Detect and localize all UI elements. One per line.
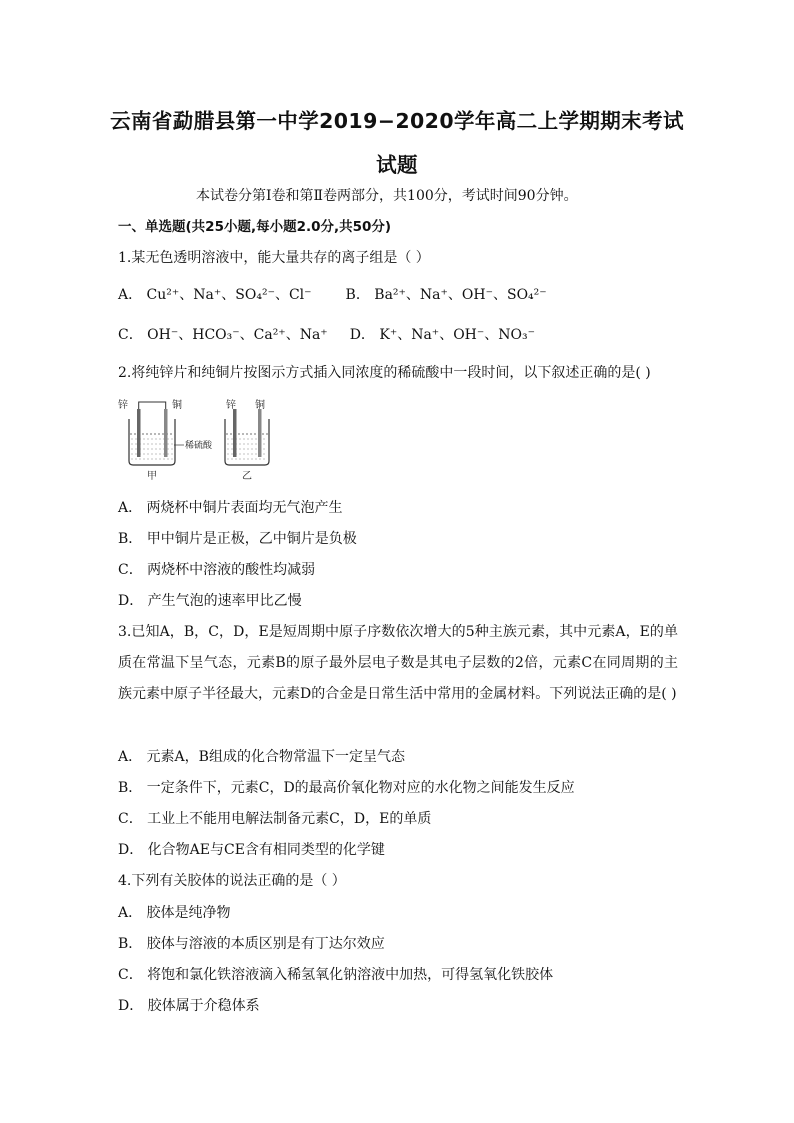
q4-option-c: C． 将饱和氯化铁溶液滴入稀氢氧化钠溶液中加热，可得氢氧化铁胶体 <box>118 967 554 983</box>
q2-option-b: B． 甲中铜片是正极，乙中铜片是负极 <box>118 531 357 547</box>
q1-option-d: D． K⁺、Na⁺、OH⁻、NO₃⁻ <box>349 327 536 343</box>
q4-option-b: B． 胶体与溶液的本质区别是有丁达尔效应 <box>118 936 385 952</box>
section-heading: 一、单选题(共25小题,每小题2.0分,共50分) <box>118 219 392 235</box>
acid-label: 稀硫酸 <box>185 441 213 451</box>
beaker-yi-label: 乙 <box>242 471 252 482</box>
copper-label-yi: 铜 <box>255 400 265 411</box>
q1-options-row1 <box>118 285 547 305</box>
q1-options-row2 <box>118 325 535 345</box>
connecting-wire <box>139 402 166 409</box>
beaker-jia <box>118 398 182 482</box>
beaker-jia-label: 甲 <box>147 471 157 482</box>
q1-option-b: B． Ba²⁺、Na⁺、OH⁻、SO₄²⁻ <box>345 287 547 303</box>
exam-title-continued: 试题 <box>376 153 418 177</box>
q3-option-c: C． 工业上不能用电解法制备元素C，D，E的单质 <box>118 811 432 827</box>
q3-option-b: B． 一定条件下，元素C，D的最高价氧化物对应的水化物之间能发生反应 <box>118 780 575 796</box>
q4-option-a: A． 胶体是纯净物 <box>118 905 231 921</box>
copper-electrode-yi <box>258 409 262 457</box>
q4-option-d: D． 胶体属于介稳体系 <box>118 998 260 1014</box>
copper-label-jia: 铜 <box>172 400 182 411</box>
q1-stem: 1.某无色透明溶液中，能大量共存的离子组是（ ） <box>118 250 430 266</box>
exam-title: 云南省勐腊县第一中学2019−2020学年高二上学期期末考试 <box>110 109 684 133</box>
q2-option-c: C． 两烧杯中溶液的酸性均减弱 <box>118 562 316 578</box>
zinc-electrode-jia <box>137 409 141 457</box>
q2-beaker-figure <box>116 397 296 485</box>
q2-option-a: A． 两烧杯中铜片表面均无气泡产生 <box>118 500 343 516</box>
q3-option-a: A． 元素A，B组成的化合物常温下一定呈气态 <box>118 749 405 765</box>
q1-option-c: C． OH⁻、HCO₃⁻、Ca²⁺、Na⁺ <box>118 327 328 343</box>
q2-option-d: D． 产生气泡的速率甲比乙慢 <box>118 593 302 609</box>
q2-stem: 2.将纯锌片和纯铜片按图示方式插入同浓度的稀硫酸中一段时间，以下叙述正确的是( ) <box>118 365 651 381</box>
q3-stem: 3.已知A，B，C，D，E是短周期中原子序数依次增大的5种主族元素，其中元素A，E的单质在常温下呈气态，元素B的原子最外层电子数是其电子层数的2倍，元素C在同周期的主族元素中原子半径最大，元素D的合金是日常生活中常用的金属材料。下列说法正确的是( ) <box>118 624 678 702</box>
zinc-label-jia: 锌 <box>118 400 128 411</box>
copper-electrode-jia <box>164 409 168 457</box>
zinc-label-yi: 锌 <box>226 400 236 411</box>
q1-option-a: A． Cu²⁺、Na⁺、SO₄²⁻、Cl⁻ <box>118 287 312 303</box>
q4-stem: 4.下列有关胶体的说法正确的是（ ） <box>118 873 346 889</box>
beaker-diagram <box>116 397 296 485</box>
beaker-yi <box>225 398 269 482</box>
beaker-yi-outline <box>225 419 269 465</box>
q3-option-d: D． 化合物AE与CE含有相同类型的化学键 <box>118 842 385 858</box>
beaker-jia-outline <box>129 419 175 465</box>
exam-instructions: 本试卷分第Ⅰ卷和第Ⅱ卷两部分，共100分，考试时间90分钟。 <box>196 188 578 204</box>
zinc-electrode-yi <box>233 409 237 457</box>
